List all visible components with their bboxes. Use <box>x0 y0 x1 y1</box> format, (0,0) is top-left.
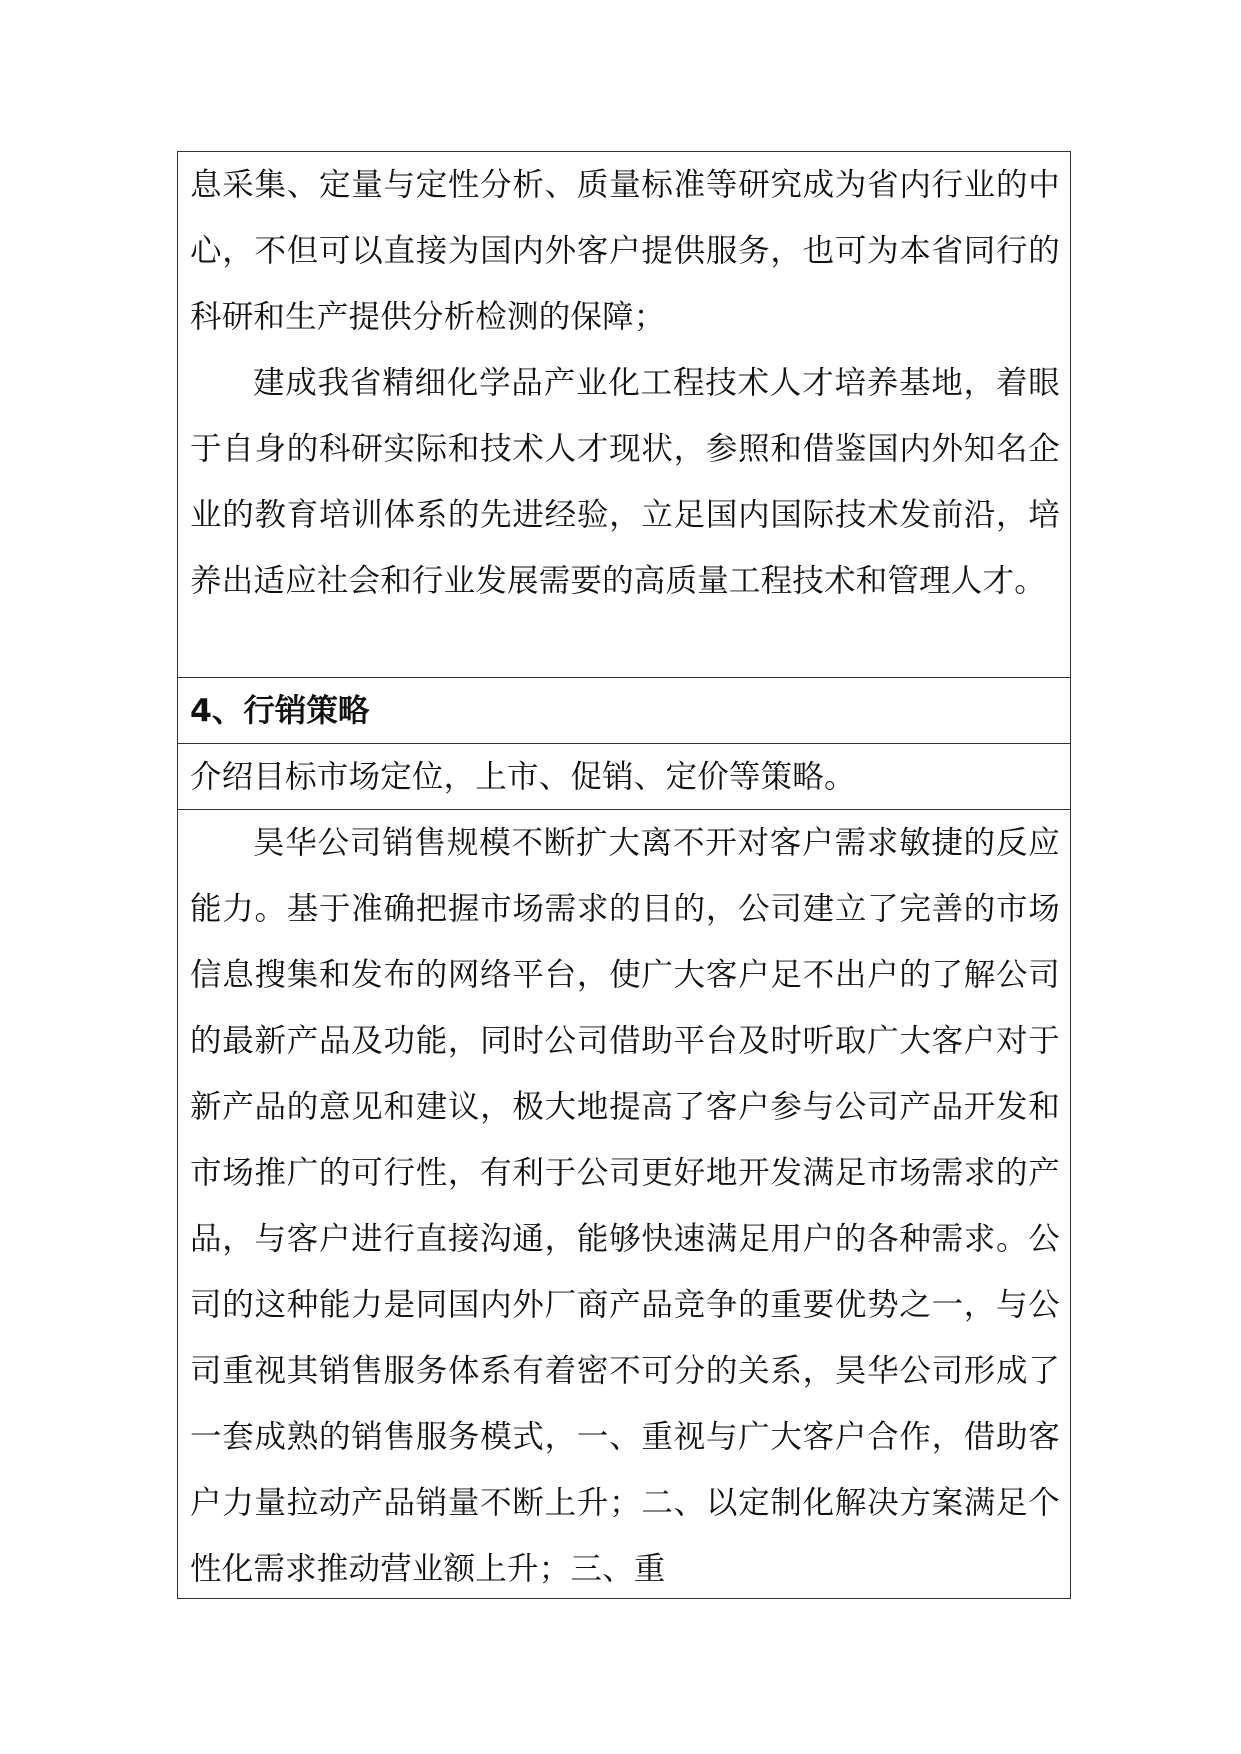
section-heading: 4、行销策略 <box>190 693 370 729</box>
table-cell-section-instruction <box>178 744 1070 810</box>
document-table <box>177 151 1071 1599</box>
paragraph-talent-base: 建成我省精细化学品产业化工程技术人才培养基地，着眼于自身的科研实际和技术人才现状，参照和借鉴国内外知名企业的教育培训体系的先进经验，立足国内国际技术发前沿，培养出适应社会和行业发展需要的高质量工程技术和管理人才。 <box>190 365 1060 599</box>
table-cell-marketing-strategy <box>178 810 1070 1598</box>
table-cell-section-heading <box>178 678 1070 744</box>
paragraph-marketing-strategy: 昊华公司销售规模不断扩大离不开对客户需求敏捷的反应能力。基于准确把握市场需求的目的，公司建立了完善的市场信息搜集和发布的网络平台，使广大客户足不出户的了解公司的最新产品及功能，同时公司借助平台及时听取广大客户对于新产品的意见和建议，极大地提高了客户参与公司产品开发和市场推广的可行性，有利于公司更好地开发满足市场需求的产品，与客户进行直接沟通，能够快速满足用户的各种需求。公司的这种能力是同国内外厂商产品竞争的重要优势之一，与公司重视其销售服务体系有着密不可分的关系，昊华公司形成了一套成熟的销售服务模式，一、重视与广大客户合作，借助客户力量拉动产品销量不断上升；二、以定制化解决方案满足个性化需求推动营业额上升；三、重 <box>190 825 1060 1587</box>
paragraph-analysis-center: 息采集、定量与定性分析、质量标准等研究成为省内行业的中心，不但可以直接为国内外客户提供服务，也可为本省同行的科研和生产提供分析检测的保障； <box>190 167 1060 335</box>
table-cell-research-goals <box>178 152 1070 678</box>
section-instruction: 介绍目标市场定位，上市、促销、定价等策略。 <box>190 759 856 795</box>
